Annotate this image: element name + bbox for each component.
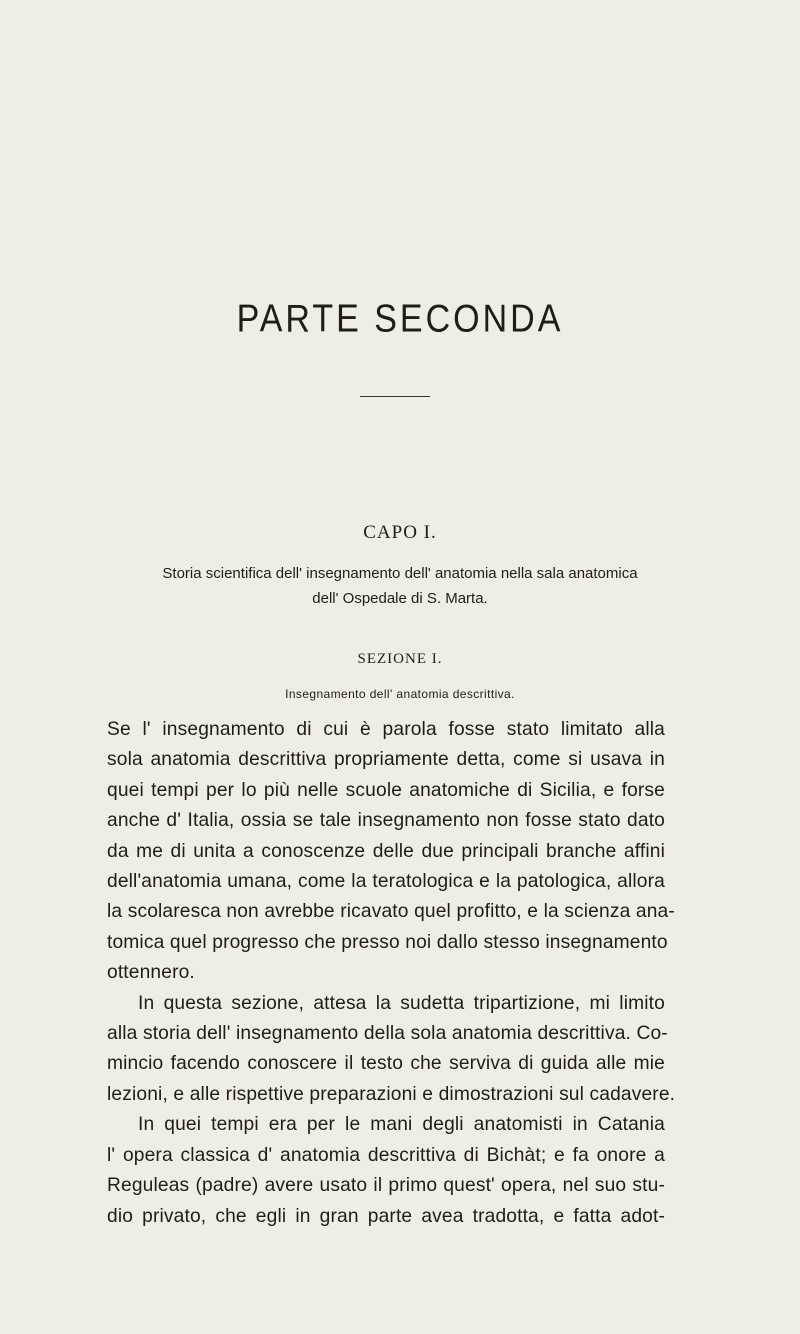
text-line: In questa sezione, attesa la sudetta tripartizione, mi limito <box>138 992 665 1014</box>
text-line: lezioni, e alle rispettive preparazioni e dimostrazioni sul cadavere. <box>107 1083 676 1105</box>
body-text <box>107 715 676 1232</box>
text-line: l' opera classica d' anatomia descrittiva di Bichàt; e fa onore a <box>107 1144 665 1166</box>
text-line: la scolaresca non avrebbe ricavato quel profitto, e la scienza ana- <box>107 901 675 923</box>
text-line: dio privato, che egli in gran parte avea tradotta, e fatta adot- <box>107 1205 665 1227</box>
title-rule <box>360 396 430 397</box>
text-line: alla storia dell' insegnamento della sola anatomia descrittiva. Co- <box>107 1023 668 1045</box>
text-line: In quei tempi era per le mani degli anatomisti in Catania <box>138 1114 665 1136</box>
text-line: Reguleas (padre) avere usato il primo quest' opera, nel suo stu- <box>107 1175 665 1197</box>
text-line: Se l' insegnamento di cui è parola fosse stato limitato alla <box>107 719 665 740</box>
chapter-subtitle <box>130 561 670 611</box>
text-line: mincio facendo conoscere il testo che serviva di guida alle mie <box>107 1053 665 1075</box>
section-title: SEZIONE I. <box>357 651 443 667</box>
text-line: da me di unita a conoscenze delle due principali branche affini <box>107 840 665 862</box>
section-subtitle: Insegnamento dell' anatomia descrittiva. <box>285 687 515 701</box>
chapter-subtitle-line-1: Storia scientifica dell' insegnamento dell' anatomia nella sala anatomica <box>162 565 638 582</box>
text-line: quei tempi per lo più nelle scuole anatomiche di Sicilia, e forse <box>107 779 665 801</box>
chapter-title: CAPO I. <box>363 522 437 543</box>
text-line: sola anatomia descrittiva propriamente detta, come si usava in <box>107 749 665 771</box>
text-line: ottennero. <box>107 962 195 984</box>
chapter-subtitle-line-2: dell' Ospedale di S. Marta. <box>312 590 488 607</box>
text-line: dell'anatomia umana, come la teratologica e la patologica, allora <box>107 871 665 893</box>
text-line: tomica quel progresso che presso noi dallo stesso insegnamento <box>107 931 668 953</box>
part-title: PARTE SECONDA <box>236 297 564 341</box>
text-line: anche d' Italia, ossia se tale insegnamento non fosse stato dato <box>107 810 665 832</box>
